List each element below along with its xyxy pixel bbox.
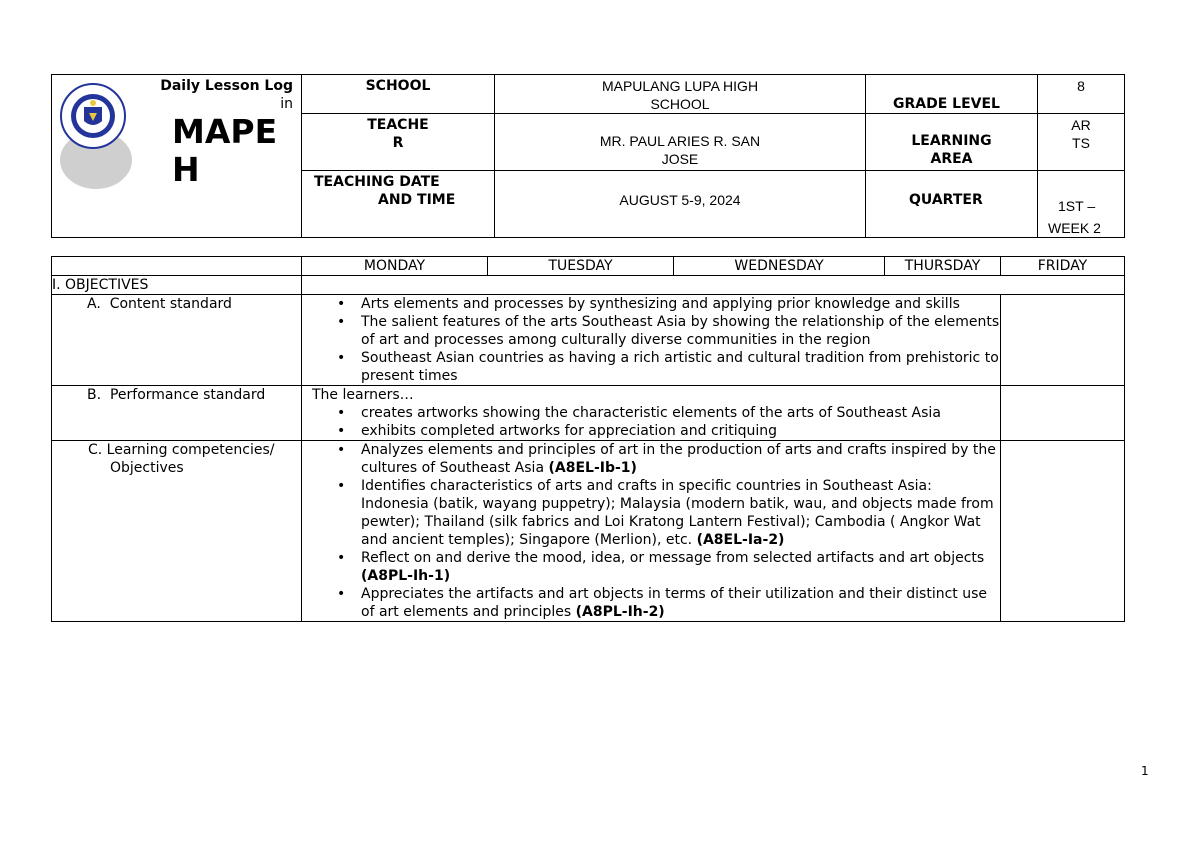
list-item: • exhibits completed artworks for appreciation and critiquing bbox=[361, 422, 1000, 440]
learning-area-value: AR TS bbox=[1038, 114, 1125, 171]
quarter-label: QUARTER bbox=[866, 171, 1038, 238]
list-item: • The salient features of the arts Southeast Asia by showing the relationship of the elements of art and processes among culturally diverse communities in the region bbox=[361, 313, 1000, 349]
day-wednesday: WEDNESDAY bbox=[674, 257, 885, 276]
date-label: TEACHING DATE AND TIME bbox=[302, 171, 495, 238]
competencies-label: C. Learning competencies/ Objectives bbox=[52, 441, 302, 622]
day-thursday: THURSDAY bbox=[885, 257, 1001, 276]
header-table bbox=[51, 74, 1125, 238]
day-friday: FRIDAY bbox=[1001, 257, 1125, 276]
quarter-value: 1ST – WEEK 2 bbox=[1038, 171, 1125, 238]
subject-title: MAPEH bbox=[172, 112, 278, 189]
dll-title: Daily Lesson Log in bbox=[160, 78, 293, 112]
teacher-label: TEACHE R bbox=[302, 114, 495, 171]
page-number: 1 bbox=[1141, 764, 1149, 778]
performance-standard-body: The learners… • creates artworks showing the characteristic elements of the arts of Southeast Asia • exhibits completed artworks for appreciation and critiquing bbox=[302, 386, 1001, 441]
list-item: • creates artworks showing the characteristic elements of the arts of Southeast Asia bbox=[361, 404, 1000, 422]
performance-standard-list bbox=[302, 404, 1000, 440]
performance-standard-friday bbox=[1001, 386, 1125, 441]
logo-title-cell bbox=[52, 75, 302, 238]
content-standard-list bbox=[302, 295, 1000, 385]
grade-value: 8 bbox=[1038, 75, 1125, 114]
content-standard-friday bbox=[1001, 295, 1125, 386]
day-monday: MONDAY bbox=[302, 257, 488, 276]
date-value: AUGUST 5-9, 2024 bbox=[495, 171, 866, 238]
objectives-table bbox=[51, 256, 1125, 622]
list-item: • Reflect on and derive the mood, idea, or message from selected artifacts and art objects (A8PL-Ih-1) bbox=[361, 549, 1000, 585]
performance-standard-label: B. Performance standard bbox=[52, 386, 302, 441]
competencies-list bbox=[302, 441, 1000, 621]
blank-corner bbox=[52, 257, 302, 276]
learning-area-label: LEARNING AREA bbox=[866, 114, 1038, 171]
deped-seal-icon bbox=[60, 83, 126, 149]
content-standard-body bbox=[302, 295, 1001, 386]
school-value: MAPULANG LUPA HIGH SCHOOL bbox=[495, 75, 866, 114]
objectives-heading: I. OBJECTIVES bbox=[52, 276, 302, 295]
school-label: SCHOOL bbox=[302, 75, 495, 114]
objectives-heading-blank bbox=[302, 276, 1125, 295]
teacher-value: MR. PAUL ARIES R. SAN JOSE bbox=[495, 114, 866, 171]
list-item: • Southeast Asian countries as having a rich artistic and cultural tradition from prehistoric to present times bbox=[361, 349, 1000, 385]
list-item: • Analyzes elements and principles of art in the production of arts and crafts inspired by the cultures of Southeast Asia (A8EL-Ib-1) bbox=[361, 441, 1000, 477]
competencies-friday bbox=[1001, 441, 1125, 622]
list-item: • Identifies characteristics of arts and crafts in specific countries in Southeast Asia: Indonesia (batik, wayang puppetry); Malaysia (modern batik, wau, and objects made from pewter); Thailand (silk fabrics and Loi Kratong Lantern Festival); Cambodia ( Angkor Wat and ancient temples); Singapore (Merlion), etc. (A8EL-Ia-2) bbox=[361, 477, 1000, 549]
list-item: • Appreciates the artifacts and art objects in terms of their utilization and their distinct use of art elements and principles (A8PL-Ih-2) bbox=[361, 585, 1000, 621]
competencies-body bbox=[302, 441, 1001, 622]
content-standard-label: A. Content standard bbox=[52, 295, 302, 386]
day-tuesday: TUESDAY bbox=[488, 257, 674, 276]
list-item: • Arts elements and processes by synthesizing and applying prior knowledge and skills bbox=[361, 295, 1000, 313]
grade-label: GRADE LEVEL bbox=[866, 75, 1038, 114]
